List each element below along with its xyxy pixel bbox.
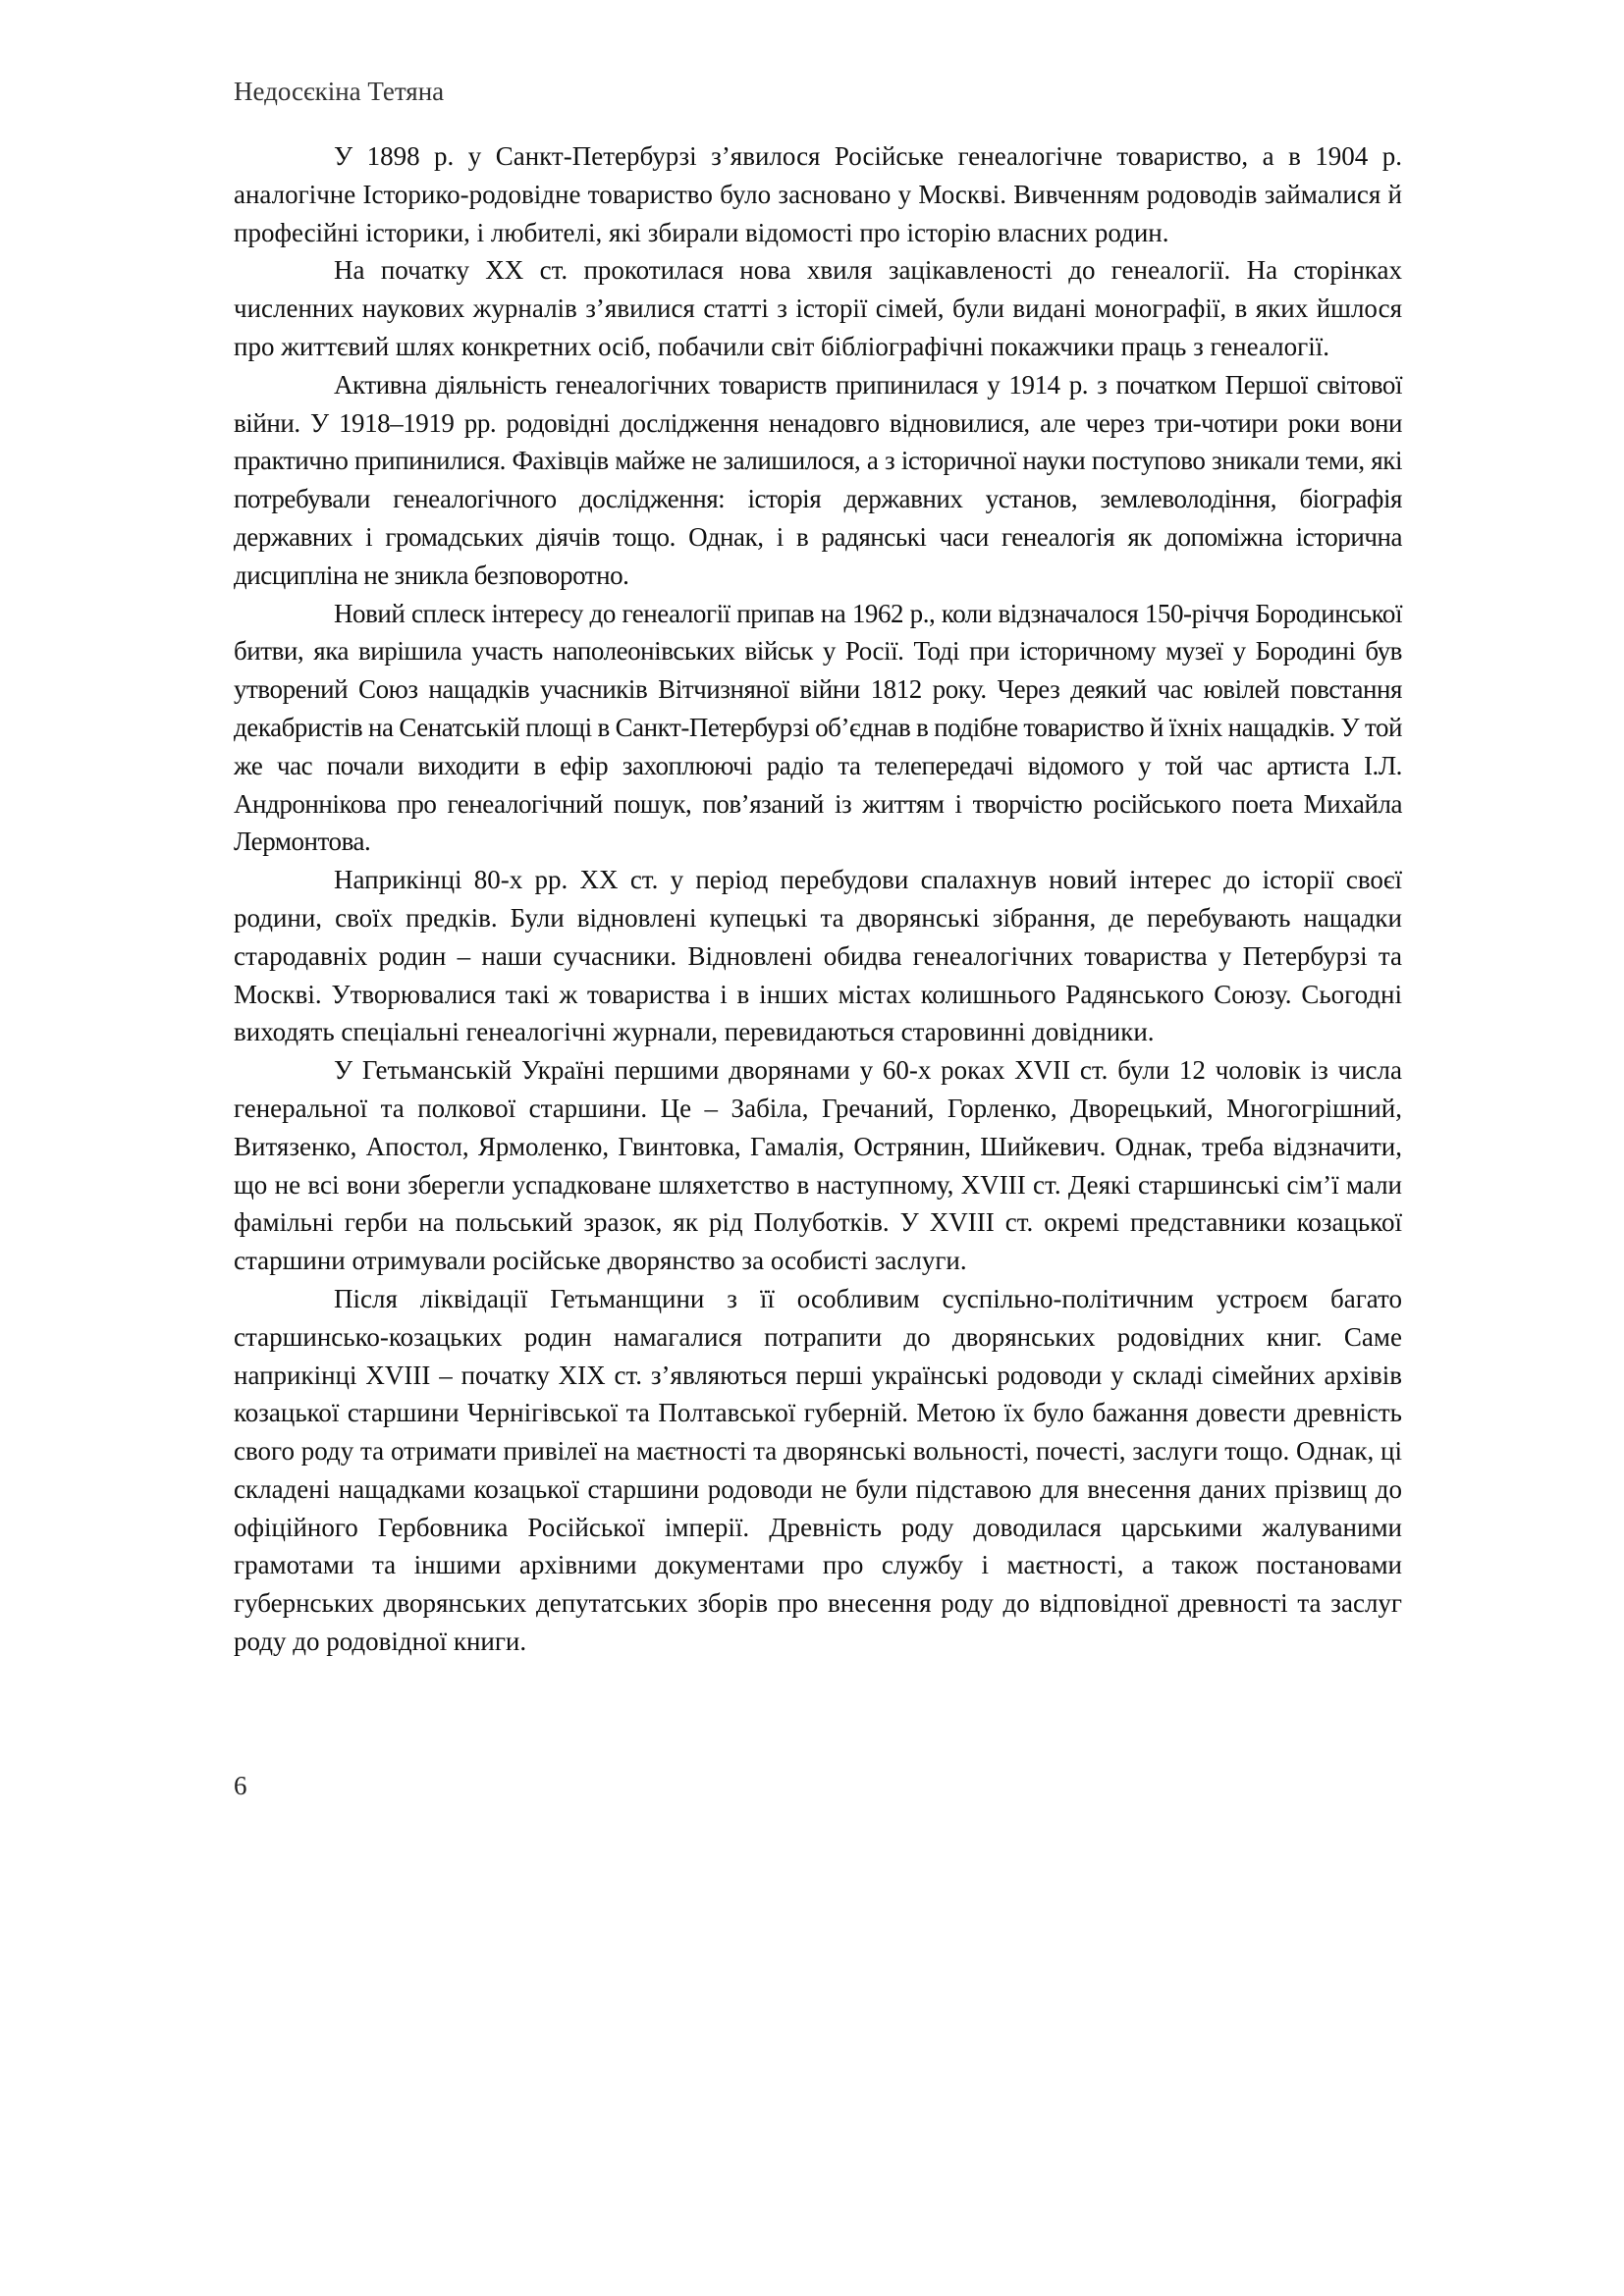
paragraph-genealogical-societies-1898: У 1898 р. у Санкт-Петербурзі з’явилося Російське генеалогічне товариство, а в 1904 р. аналогічне Історико-родовідне товариство було засновано у Москві. Вивченням родоводів займалися й професійні історики, і любителі, які збирали відомості про історію власних родин.: [234, 141, 1402, 247]
running-header-author: Недосєкіна Тетяна: [234, 77, 445, 106]
paragraph-new-interest-1962: Новий сплеск інтересу до генеалогії припав на 1962 р., коли відзначалося 150-річчя Бородинської битви, яка вирішила участь наполеонівських військ у Росії. Тоді при історичному музеї у Бородині був утворений Союз нащадків учасників Вітчизняної війни 1812 року. Через деякий час ювілей повстання декабристів на Сенатській площі в Санкт-Петербурзі об’єднав в подібне товариство й їхніх нащадків. У той же час почали виходити в ефір захоплюючі радіо та телепередачі відомого у той час артиста І.Л. Андроннікова про генеалогічний пошук, пов’язаний із життям і творчістю російського поета Михайла Лермонтова.: [234, 598, 1402, 857]
paragraph-after-hetmanate-liquidation: Після ліквідації Гетьманщини з її особливим суспільно-політичним устроєм багато старшинсько-козацьких родин намагалися потрапити до дворянських родовідних книг. Саме наприкінці ХVІІІ – початку ХІХ ст. з’являються перші українські родоводи у складі сімейних архівів козацької старшини Чернігівської та Полтавської губерній. Метою їх було бажання довести древність свого роду та отримати привілеї на маєтності та дворянські вольності, почесті, заслуги тощо. Однак, ці складені нащадками козацької старшини родоводи не були підставою для внесення даних прізвищ до офіційного Гербовника Російської імперії. Древність роду доводилася царськими жалуваними грамотами та іншими архівними документами про службу і маєтності, а також постановами губернських дворянських депутатських зборів про внесення роду до відповідної древності та заслуг роду до родовідної книги.: [234, 1283, 1402, 1657]
paragraph-activity-ceased-1914: Активна діяльність генеалогічних товариств припинилася у 1914 р. з початком Першої світової війни. У 1918–1919 рр. родовідні дослідження ненадовго відновилися, але через три-чотири роки вони практично припинилися. Фахівців майже не залишилося, а з історичної науки поступово зникали теми, які потребували генеалогічного дослідження: історія державних установ, землеволодіння, біографія державних і громадських діячів тощо. Однак, і в радянські часи генеалогія як допоміжна історична дисципліна не зникла безповоротно.: [234, 369, 1402, 590]
paragraph-hetmanate-nobility: У Гетьманській Україні першими дворянами у 60-х роках ХVІІ ст. були 12 чоловік із числа генеральної та полкової старшини. Це – Забіла, Гречаний, Горленко, Дворецький, Многогрішний, Витязенко, Апостол, Ярмоленко, Гвинтовка, Гамалія, Острянин, Шийкевич. Однак, треба відзначити, що не всі вони зберегли успадковане шляхетство в наступному, ХVІІІ ст. Деякі старшинські сім’ї мали фамільні герби на польський зразок, як рід Полуботків. У ХVІІІ ст. окремі представники козацької старшини отримували російське дворянство за особисті заслуги.: [234, 1055, 1402, 1276]
paragraph-early-20th-century: На початку ХХ ст. прокотилася нова хвиля зацікавленості до генеалогії. На сторінках численних наукових журналів з’явилися статті з історії сімей, були видані монографії, в яких йшлося про життєвий шлях конкретних осіб, побачили світ бібліографічні покажчики праць з генеалогії.: [234, 255, 1402, 361]
paragraph-late-80s-perestroika: Наприкінці 80-х рр. ХХ ст. у період перебудови спалахнув новий інтерес до історії своєї родини, своїх предків. Були відновлені купецькі та дворянські зібрання, де перебувають нащадки стародавніх родин – наши сучасники. Відновлені обидва генеалогічних товариства у Петербурзі та Москві. Утворювалися такі ж товариства і в інших містах колишнього Радянського Союзу. Сьогодні виходять спеціальні генеалогічні журнали, перевидаються старовинні довідники.: [234, 865, 1402, 1047]
page-number: 6: [234, 1771, 247, 1800]
body-text: [234, 137, 1402, 1661]
